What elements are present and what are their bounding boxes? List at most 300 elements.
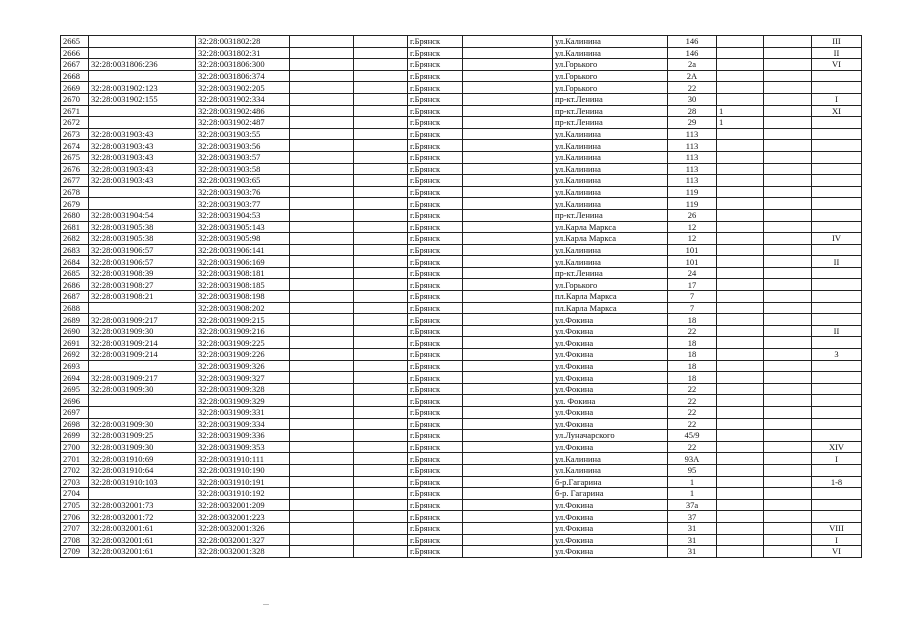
cell-building-extra [717, 488, 764, 500]
cell-blank-col-b [354, 256, 408, 268]
cell-house-number: 22 [668, 395, 717, 407]
cell-room-code [812, 464, 862, 476]
cell-house-number: 113 [668, 175, 717, 187]
cell-blank-col-d [764, 407, 812, 419]
cell-row-number: 2682 [61, 233, 89, 245]
cell-blank-col-b [354, 337, 408, 349]
cell-blank-col-a [290, 337, 354, 349]
cell-blank-col-c [463, 267, 553, 279]
cell-parent-cadastral-number: 32:28:0031908:21 [89, 291, 196, 303]
cell-blank-col-c [463, 163, 553, 175]
cell-blank-col-a [290, 325, 354, 337]
cell-parent-cadastral-number: 32:28:0031910:69 [89, 453, 196, 465]
cell-blank-col-a [290, 47, 354, 59]
cell-house-number: 101 [668, 244, 717, 256]
cell-blank-col-c [463, 151, 553, 163]
cell-blank-col-d [764, 59, 812, 71]
cell-row-number: 2688 [61, 302, 89, 314]
cell-building-extra [717, 302, 764, 314]
cell-row-number: 2673 [61, 128, 89, 140]
cell-row-number: 2674 [61, 140, 89, 152]
cell-city: г.Брянск [408, 511, 463, 523]
cell-building-extra [717, 244, 764, 256]
cell-blank-col-c [463, 430, 553, 442]
cell-room-code [812, 314, 862, 326]
cell-city: г.Брянск [408, 198, 463, 210]
cell-cadastral-number: 32:28:0031903:56 [196, 140, 290, 152]
cell-blank-col-d [764, 441, 812, 453]
cell-blank-col-c [463, 488, 553, 500]
cell-street: пр-кт.Ленина [553, 93, 668, 105]
cell-row-number: 2704 [61, 488, 89, 500]
cell-room-code: VI [812, 59, 862, 71]
cell-blank-col-b [354, 372, 408, 384]
cell-building-extra [717, 464, 764, 476]
cell-blank-col-b [354, 325, 408, 337]
cell-cadastral-number: 32:28:0031909:329 [196, 395, 290, 407]
cell-blank-col-a [290, 302, 354, 314]
table-row [61, 47, 862, 59]
table-row [61, 302, 862, 314]
cell-blank-col-a [290, 383, 354, 395]
cell-room-code [812, 70, 862, 82]
cell-room-code: I [812, 534, 862, 546]
cell-cadastral-number: 32:28:0031904:53 [196, 209, 290, 221]
cell-parent-cadastral-number: 32:28:0031906:57 [89, 244, 196, 256]
cell-city: г.Брянск [408, 59, 463, 71]
cell-blank-col-c [463, 105, 553, 117]
cell-blank-col-b [354, 82, 408, 94]
cell-blank-col-a [290, 151, 354, 163]
cell-cadastral-number: 32:28:0032001:328 [196, 546, 290, 558]
cell-street: ул.Фокина [553, 383, 668, 395]
cell-row-number: 2675 [61, 151, 89, 163]
cell-room-code [812, 499, 862, 511]
cell-cadastral-number: 32:28:0031903:55 [196, 128, 290, 140]
cell-room-code [812, 337, 862, 349]
cell-blank-col-a [290, 349, 354, 361]
cell-cadastral-number: 32:28:0031910:190 [196, 464, 290, 476]
table-row [61, 522, 862, 534]
cell-house-number: 18 [668, 360, 717, 372]
cell-row-number: 2708 [61, 534, 89, 546]
cell-building-extra [717, 407, 764, 419]
table-row [61, 244, 862, 256]
cell-street: пр-кт.Ленина [553, 117, 668, 129]
cell-room-code [812, 372, 862, 384]
cell-city: г.Брянск [408, 383, 463, 395]
cell-parent-cadastral-number: 32:28:0031905:38 [89, 221, 196, 233]
cell-house-number: 113 [668, 140, 717, 152]
cell-room-code: VIII [812, 522, 862, 534]
cell-parent-cadastral-number: 32:28:0031909:30 [89, 383, 196, 395]
cell-building-extra: 1 [717, 117, 764, 129]
cell-cadastral-number: 32:28:0031908:185 [196, 279, 290, 291]
cell-building-extra [717, 186, 764, 198]
cell-room-code: VI [812, 546, 862, 558]
cell-blank-col-b [354, 198, 408, 210]
cell-building-extra [717, 291, 764, 303]
cell-row-number: 2705 [61, 499, 89, 511]
cell-blank-col-b [354, 430, 408, 442]
cell-blank-col-c [463, 349, 553, 361]
cell-building-extra [717, 163, 764, 175]
cell-house-number: 22 [668, 82, 717, 94]
cell-parent-cadastral-number: 32:28:0031903:43 [89, 175, 196, 187]
cell-blank-col-c [463, 233, 553, 245]
table-row [61, 151, 862, 163]
cell-blank-col-a [290, 221, 354, 233]
cell-blank-col-a [290, 256, 354, 268]
cell-row-number: 2681 [61, 221, 89, 233]
cell-city: г.Брянск [408, 163, 463, 175]
cell-street: пл.Карла Маркса [553, 302, 668, 314]
cell-blank-col-c [463, 175, 553, 187]
cell-blank-col-a [290, 291, 354, 303]
cell-building-extra [717, 476, 764, 488]
cell-parent-cadastral-number: 32:28:0031806:236 [89, 59, 196, 71]
cell-blank-col-d [764, 546, 812, 558]
cell-street: ул.Горького [553, 70, 668, 82]
cell-city: г.Брянск [408, 534, 463, 546]
cell-row-number: 2683 [61, 244, 89, 256]
cell-house-number: 119 [668, 198, 717, 210]
cell-blank-col-d [764, 128, 812, 140]
table-row [61, 372, 862, 384]
cell-blank-col-b [354, 128, 408, 140]
cell-house-number: 18 [668, 349, 717, 361]
cell-blank-col-d [764, 302, 812, 314]
cell-blank-col-d [764, 360, 812, 372]
cell-room-code [812, 360, 862, 372]
cell-blank-col-c [463, 372, 553, 384]
table-row [61, 511, 862, 523]
cell-room-code [812, 151, 862, 163]
cell-cadastral-number: 32:28:0031910:192 [196, 488, 290, 500]
cell-house-number: 12 [668, 221, 717, 233]
cell-parent-cadastral-number [89, 198, 196, 210]
cell-street: ул.Калинина [553, 151, 668, 163]
cell-row-number: 2687 [61, 291, 89, 303]
cell-blank-col-c [463, 522, 553, 534]
cell-house-number: 7 [668, 291, 717, 303]
cell-row-number: 2703 [61, 476, 89, 488]
cell-cadastral-number: 32:28:0031910:111 [196, 453, 290, 465]
table-row [61, 128, 862, 140]
cell-room-code [812, 175, 862, 187]
cell-parent-cadastral-number: 32:28:0031909:214 [89, 337, 196, 349]
cell-blank-col-a [290, 36, 354, 48]
cell-blank-col-d [764, 198, 812, 210]
cell-blank-col-b [354, 279, 408, 291]
cell-blank-col-b [354, 186, 408, 198]
cell-house-number: 31 [668, 522, 717, 534]
cell-street: ул.Калинина [553, 128, 668, 140]
cell-blank-col-b [354, 395, 408, 407]
cell-blank-col-b [354, 360, 408, 372]
table-row [61, 186, 862, 198]
cell-building-extra [717, 372, 764, 384]
cell-cadastral-number: 32:28:0031909:216 [196, 325, 290, 337]
cell-blank-col-b [354, 175, 408, 187]
cell-building-extra [717, 59, 764, 71]
cell-city: г.Брянск [408, 476, 463, 488]
cell-row-number: 2677 [61, 175, 89, 187]
cell-parent-cadastral-number: 32:28:0032001:61 [89, 522, 196, 534]
cell-street: ул.Горького [553, 82, 668, 94]
cell-parent-cadastral-number: 32:28:0032001:61 [89, 546, 196, 558]
cell-parent-cadastral-number [89, 407, 196, 419]
cell-house-number: 1 [668, 488, 717, 500]
cell-blank-col-b [354, 70, 408, 82]
cell-cadastral-number: 32:28:0031909:327 [196, 372, 290, 384]
cell-house-number: 1 [668, 476, 717, 488]
cell-blank-col-a [290, 267, 354, 279]
cell-cadastral-number: 32:28:0031903:65 [196, 175, 290, 187]
cell-house-number: 119 [668, 186, 717, 198]
cell-city: г.Брянск [408, 267, 463, 279]
cell-city: г.Брянск [408, 82, 463, 94]
cell-city: г.Брянск [408, 546, 463, 558]
cell-blank-col-b [354, 383, 408, 395]
cell-blank-col-a [290, 418, 354, 430]
cell-house-number: 146 [668, 36, 717, 48]
cell-cadastral-number: 32:28:0031902:334 [196, 93, 290, 105]
cell-room-code [812, 302, 862, 314]
cell-blank-col-a [290, 59, 354, 71]
cell-blank-col-d [764, 395, 812, 407]
cell-blank-col-c [463, 82, 553, 94]
cell-room-code [812, 82, 862, 94]
cell-room-code [812, 383, 862, 395]
table-row [61, 360, 862, 372]
cell-blank-col-c [463, 302, 553, 314]
cell-building-extra [717, 151, 764, 163]
cell-building-extra [717, 534, 764, 546]
cell-street: ул.Горького [553, 279, 668, 291]
cell-building-extra [717, 499, 764, 511]
scan-mark [263, 604, 269, 605]
table-row [61, 453, 862, 465]
cell-blank-col-b [354, 244, 408, 256]
cell-parent-cadastral-number: 32:28:0031903:43 [89, 151, 196, 163]
cell-building-extra [717, 36, 764, 48]
cell-blank-col-a [290, 395, 354, 407]
cell-house-number: 30 [668, 93, 717, 105]
cell-row-number: 2666 [61, 47, 89, 59]
cell-blank-col-c [463, 198, 553, 210]
cell-row-number: 2678 [61, 186, 89, 198]
table-row [61, 279, 862, 291]
cell-city: г.Брянск [408, 93, 463, 105]
cell-street: ул.Фокина [553, 511, 668, 523]
cell-blank-col-a [290, 82, 354, 94]
cell-parent-cadastral-number [89, 117, 196, 129]
cell-blank-col-d [764, 36, 812, 48]
cell-blank-col-c [463, 499, 553, 511]
cell-street: ул.Фокина [553, 360, 668, 372]
cell-cadastral-number: 32:28:0031802:28 [196, 36, 290, 48]
cell-blank-col-d [764, 267, 812, 279]
cell-street: ул.Калинина [553, 453, 668, 465]
cell-room-code [812, 279, 862, 291]
cell-street: ул.Карла Маркса [553, 233, 668, 245]
cell-building-extra [717, 256, 764, 268]
cell-blank-col-d [764, 70, 812, 82]
cell-city: г.Брянск [408, 36, 463, 48]
cell-row-number: 2702 [61, 464, 89, 476]
cell-row-number: 2693 [61, 360, 89, 372]
cell-blank-col-a [290, 117, 354, 129]
cell-street: ул.Фокина [553, 441, 668, 453]
cell-blank-col-b [354, 546, 408, 558]
table-row [61, 140, 862, 152]
cell-street: пл.Карла Маркса [553, 291, 668, 303]
cell-city: г.Брянск [408, 349, 463, 361]
cell-street: ул.Калинина [553, 464, 668, 476]
cell-blank-col-a [290, 464, 354, 476]
cell-blank-col-b [354, 476, 408, 488]
cell-blank-col-c [463, 256, 553, 268]
cell-blank-col-d [764, 221, 812, 233]
cell-room-code [812, 407, 862, 419]
cell-city: г.Брянск [408, 279, 463, 291]
cell-house-number: 31 [668, 534, 717, 546]
cell-house-number: 7 [668, 302, 717, 314]
cell-cadastral-number: 32:28:0031806:374 [196, 70, 290, 82]
cell-city: г.Брянск [408, 221, 463, 233]
cell-street: ул.Фокина [553, 499, 668, 511]
cell-blank-col-a [290, 546, 354, 558]
cell-parent-cadastral-number: 32:28:0031909:30 [89, 325, 196, 337]
cell-blank-col-c [463, 407, 553, 419]
cell-room-code: II [812, 256, 862, 268]
cell-row-number: 2671 [61, 105, 89, 117]
cell-building-extra [717, 175, 764, 187]
cell-blank-col-d [764, 453, 812, 465]
cell-house-number: 31 [668, 546, 717, 558]
cell-room-code [812, 430, 862, 442]
cell-street: ул.Калинина [553, 244, 668, 256]
cell-building-extra [717, 337, 764, 349]
cell-building-extra: 1 [717, 105, 764, 117]
cell-blank-col-c [463, 383, 553, 395]
cell-blank-col-c [463, 395, 553, 407]
cell-cadastral-number: 32:28:0031903:57 [196, 151, 290, 163]
cell-house-number: 22 [668, 383, 717, 395]
cell-cadastral-number: 32:28:0031909:334 [196, 418, 290, 430]
cell-blank-col-c [463, 47, 553, 59]
table-row [61, 441, 862, 453]
cell-street: ул.Калинина [553, 186, 668, 198]
cell-parent-cadastral-number: 32:28:0031908:39 [89, 267, 196, 279]
table-row [61, 93, 862, 105]
cell-room-code: III [812, 36, 862, 48]
cell-street: ул.Карла Маркса [553, 221, 668, 233]
cell-house-number: 146 [668, 47, 717, 59]
cell-building-extra [717, 209, 764, 221]
cell-blank-col-b [354, 522, 408, 534]
cell-parent-cadastral-number [89, 395, 196, 407]
cell-blank-col-a [290, 244, 354, 256]
cell-blank-col-d [764, 325, 812, 337]
cell-row-number: 2685 [61, 267, 89, 279]
cell-blank-col-d [764, 82, 812, 94]
cell-row-number: 2696 [61, 395, 89, 407]
table-row [61, 383, 862, 395]
cell-cadastral-number: 32:28:0031909:226 [196, 349, 290, 361]
cell-cadastral-number: 32:28:0031905:143 [196, 221, 290, 233]
cell-street: ул.Калинина [553, 47, 668, 59]
cell-blank-col-a [290, 128, 354, 140]
cell-street: ул.Калинина [553, 163, 668, 175]
cell-parent-cadastral-number: 32:28:0031906:57 [89, 256, 196, 268]
cell-row-number: 2692 [61, 349, 89, 361]
cell-blank-col-d [764, 476, 812, 488]
cell-room-code [812, 291, 862, 303]
table-row [61, 198, 862, 210]
cell-blank-col-d [764, 337, 812, 349]
cell-row-number: 2709 [61, 546, 89, 558]
cell-parent-cadastral-number [89, 36, 196, 48]
cell-blank-col-d [764, 383, 812, 395]
cell-building-extra [717, 325, 764, 337]
cell-city: г.Брянск [408, 151, 463, 163]
cell-blank-col-a [290, 198, 354, 210]
cell-street: ул.Фокина [553, 337, 668, 349]
cell-cadastral-number: 32:28:0031908:181 [196, 267, 290, 279]
cell-room-code: 1-8 [812, 476, 862, 488]
cell-blank-col-d [764, 314, 812, 326]
cell-blank-col-c [463, 418, 553, 430]
cell-building-extra [717, 233, 764, 245]
cell-blank-col-a [290, 453, 354, 465]
cell-blank-col-b [354, 488, 408, 500]
table-row [61, 418, 862, 430]
cell-row-number: 2686 [61, 279, 89, 291]
cell-house-number: 17 [668, 279, 717, 291]
cell-blank-col-d [764, 47, 812, 59]
cell-house-number: 24 [668, 267, 717, 279]
cell-building-extra [717, 198, 764, 210]
cell-street: ул.Луначарского [553, 430, 668, 442]
cell-city: г.Брянск [408, 70, 463, 82]
cell-blank-col-c [463, 93, 553, 105]
cell-blank-col-d [764, 256, 812, 268]
cell-row-number: 2668 [61, 70, 89, 82]
cell-city: г.Брянск [408, 499, 463, 511]
cell-row-number: 2691 [61, 337, 89, 349]
cell-house-number: 45/9 [668, 430, 717, 442]
cell-cadastral-number: 32:28:0031910:191 [196, 476, 290, 488]
cell-blank-col-b [354, 441, 408, 453]
cell-parent-cadastral-number: 32:28:0031910:64 [89, 464, 196, 476]
cell-house-number: 2а [668, 59, 717, 71]
cell-blank-col-d [764, 430, 812, 442]
cell-building-extra [717, 546, 764, 558]
table-row [61, 221, 862, 233]
cell-blank-col-d [764, 349, 812, 361]
cell-blank-col-c [463, 244, 553, 256]
table-row [61, 464, 862, 476]
cell-row-number: 2669 [61, 82, 89, 94]
cell-blank-col-d [764, 209, 812, 221]
cell-parent-cadastral-number [89, 488, 196, 500]
cell-house-number: 12 [668, 233, 717, 245]
cell-cadastral-number: 32:28:0031908:202 [196, 302, 290, 314]
cell-building-extra [717, 140, 764, 152]
cell-building-extra [717, 221, 764, 233]
